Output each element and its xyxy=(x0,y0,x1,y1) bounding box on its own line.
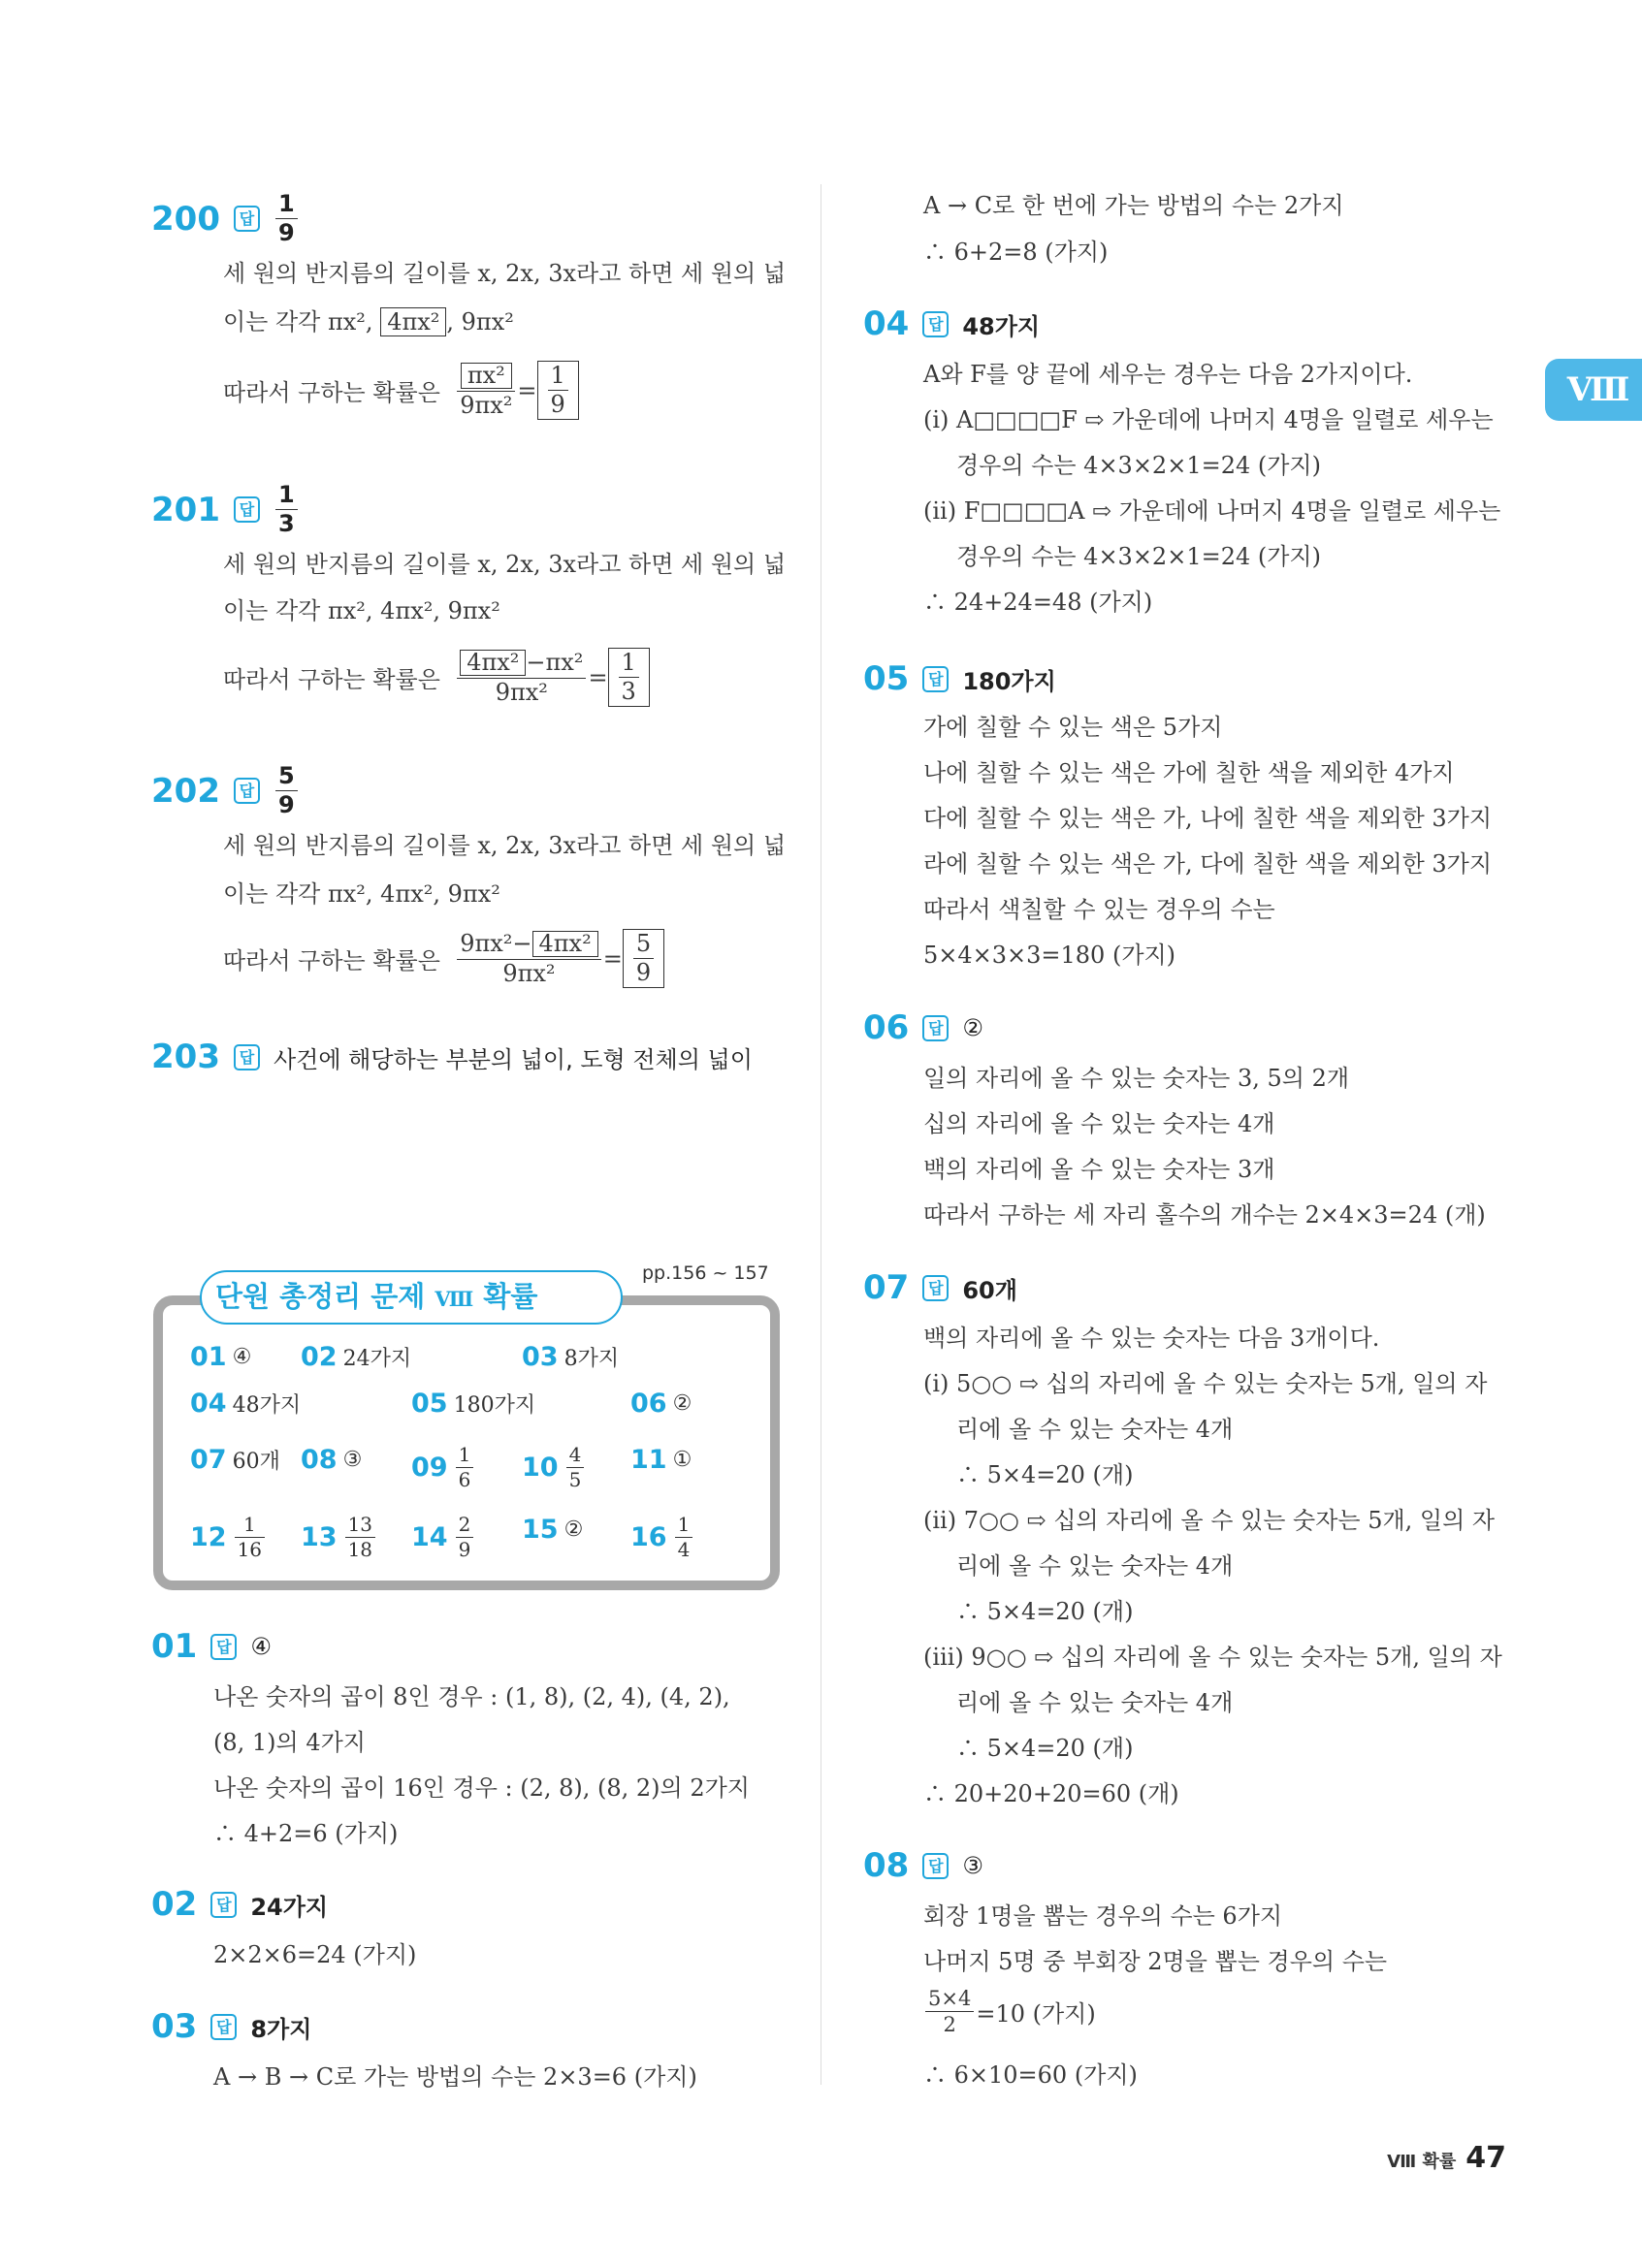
explanation-line: 다에 칠할 수 있는 색은 가, 나에 칠한 색을 제외한 3가지 xyxy=(923,805,1493,832)
answer-box: $\frac{1}{9}$ xyxy=(537,361,579,420)
answer-mark: 답 xyxy=(210,1634,237,1660)
answer-fraction: $\frac{5}{9}$ xyxy=(275,764,298,817)
explanation-line: ∴ 24+24=48 (가지) xyxy=(923,589,1153,616)
question-number: 06 xyxy=(863,1008,910,1047)
explanation-line: 따라서 색칠할 수 있는 경우의 수는 xyxy=(923,896,1275,923)
explanation-line: 나온 숫자의 곱이 16인 경우 : (2, 8), (8, 2)의 2가지 xyxy=(213,1774,750,1802)
question-number: 04 xyxy=(863,304,910,343)
explanation-line: (8, 1)의 4가지 xyxy=(213,1729,366,1756)
explanation-line: ∴ 6×10=60 (가지) xyxy=(923,2061,1138,2089)
answer-text: ② xyxy=(962,1014,983,1041)
summary-answer-06: 06 ② xyxy=(630,1389,692,1419)
question-04-header xyxy=(863,304,1040,343)
explanation-line: 회장 1명을 뽑는 경우의 수는 6가지 xyxy=(923,1902,1283,1930)
answer-mark: 답 xyxy=(234,778,260,804)
problem-200-header xyxy=(151,192,300,245)
question-05-header xyxy=(863,659,1056,698)
explanation-line: (ⅱ) 7○○ ⇨ 십의 자리에 올 수 있는 숫자는 5개, 일의 자 xyxy=(923,1507,1496,1534)
page-number: 47 xyxy=(1465,2141,1506,2175)
summary-answer-10: 10 $\frac{4}{5}$ xyxy=(522,1445,586,1490)
explanation-line: 라에 칠할 수 있는 색은 가, 다에 칠한 색을 제외한 3가지 xyxy=(923,850,1493,878)
explanation-line: (ⅰ) A□□□□F ⇨ 가운데에 나머지 4명을 일렬로 세우는 xyxy=(923,406,1494,433)
explanation-line: 백의 자리에 올 수 있는 숫자는 다음 3개이다. xyxy=(923,1325,1380,1352)
explanation-line: 나머지 5명 중 부회장 2명을 뽑는 경우의 수는 xyxy=(923,1948,1388,1975)
page-reference: pp.156 ~ 157 xyxy=(642,1262,769,1284)
explanation-line: (ⅰ) 5○○ ⇨ 십의 자리에 올 수 있는 숫자는 5개, 일의 자 xyxy=(923,1370,1488,1397)
answer-mark: 답 xyxy=(922,666,949,692)
problem-number: 200 xyxy=(151,199,220,239)
answer-box: $\frac{1}{3}$ xyxy=(608,648,650,707)
answer-mark: 답 xyxy=(922,1015,949,1041)
answer-mark: 답 xyxy=(234,206,260,232)
explanation-line: A와 F를 양 끝에 세우는 경우는 다음 2가지이다. xyxy=(923,361,1413,388)
summary-answer-02: 02 24가지 xyxy=(301,1342,412,1372)
answer-mark: 답 xyxy=(922,311,949,337)
explanation-line: 리에 올 수 있는 숫자는 4개 xyxy=(956,1416,1234,1443)
summary-answer-09: 09 $\frac{1}{6}$ xyxy=(411,1445,475,1490)
answer-mark: 답 xyxy=(234,496,260,523)
fraction: $\frac{\text{9πx²− 4πx²}}{\text{9πx²}}$ xyxy=(457,931,601,986)
explanation-line: A → C로 한 번에 가는 방법의 수는 2가지 xyxy=(923,192,1344,219)
explanation-line: 이는 각각 πx², 4πx² , 9πx² xyxy=(223,308,514,335)
explanation-line: 세 원의 반지름의 길이를 x, 2x, 3x라고 하면 세 원의 넓 xyxy=(223,551,787,578)
explanation-line: 십의 자리에 올 수 있는 숫자는 4개 xyxy=(923,1110,1275,1137)
question-03-header xyxy=(151,2007,311,2046)
summary-answer-04: 04 48가지 xyxy=(190,1389,302,1419)
explanation-line: 세 원의 반지름의 길이를 x, 2x, 3x라고 하면 세 원의 넓 xyxy=(223,260,787,287)
summary-answer-07: 07 60개 xyxy=(190,1445,280,1475)
explanation-line: ∴ 6+2=8 (가지) xyxy=(923,239,1109,266)
explanation-line: 5×4×3×3=180 (가지) xyxy=(923,942,1176,969)
summary-answer-12: 12 $\frac{1}{16}$ xyxy=(190,1515,267,1560)
probability-line: 따라서 구하는 확률은 $\frac{\text{9πx²− 4πx²}}{\text{9πx²}}$ = $\frac{5}{9}$ xyxy=(223,929,664,988)
question-01-header xyxy=(151,1627,272,1666)
question-number: 01 xyxy=(151,1627,198,1666)
problem-number: 201 xyxy=(151,490,220,529)
explanation-line: 2×2×6=24 (가지) xyxy=(213,1941,417,1968)
page-footer xyxy=(1387,2141,1506,2175)
explanation-line: 이는 각각 πx², 4πx², 9πx² xyxy=(223,597,500,624)
answer-box: $\frac{5}{9}$ xyxy=(623,929,664,988)
explanation-line: (ⅲ) 9○○ ⇨ 십의 자리에 올 수 있는 숫자는 5개, 일의 자 xyxy=(923,1644,1502,1671)
question-08-header xyxy=(863,1846,983,1885)
explanation-line: ∴ 5×4=20 (개) xyxy=(956,1461,1134,1488)
explanation-line: 경우의 수는 4×3×2×1=24 (가지) xyxy=(956,543,1321,570)
summary-answer-01: 01 ④ xyxy=(190,1342,252,1372)
answer-mark: 답 xyxy=(922,1853,949,1879)
problem-203-header xyxy=(151,1038,753,1076)
explanation-line: 나온 숫자의 곱이 8인 경우 : (1, 8), (2, 4), (4, 2), xyxy=(213,1683,730,1710)
answer-mark: 답 xyxy=(922,1275,949,1301)
explanation-line: ∴ 20+20+20=60 (개) xyxy=(923,1780,1179,1807)
question-02-header xyxy=(151,1885,328,1924)
chapter-side-tab: Ⅷ xyxy=(1545,359,1642,421)
answer-fraction: $\frac{1}{9}$ xyxy=(275,192,298,245)
explanation-line: ∴ 5×4=20 (개) xyxy=(956,1598,1134,1625)
unit-summary-title: 단원 총정리 문제 Ⅷ 확률 xyxy=(200,1270,623,1325)
question-number: 03 xyxy=(151,2007,198,2046)
question-07-header xyxy=(863,1268,1017,1307)
answer-mark: 답 xyxy=(234,1044,260,1070)
problem-201-header xyxy=(151,483,300,536)
probability-line: 따라서 구하는 확률은 $\frac{\text{4πx² −πx²}}{\text{9πx²}}$ = $\frac{1}{3}$ xyxy=(223,648,650,707)
answer-text: 사건에 해당하는 부분의 넓이, 도형 전체의 넓이 xyxy=(273,1045,753,1073)
answer-text: 60개 xyxy=(962,1276,1017,1304)
fraction: $\frac{\text{4πx² −πx²}}{\text{9πx²}}$ xyxy=(457,650,586,705)
question-number: 08 xyxy=(863,1846,910,1885)
question-number: 02 xyxy=(151,1885,198,1924)
blank-box: 4πx² xyxy=(380,307,446,336)
explanation-line: 세 원의 반지름의 길이를 x, 2x, 3x라고 하면 세 원의 넓 xyxy=(223,832,787,859)
fraction: $\frac{\text{πx²}}{\text{9πx²}}$ xyxy=(457,363,515,418)
explanation-line: 일의 자리에 올 수 있는 숫자는 3, 5의 2개 xyxy=(923,1065,1350,1092)
explanation-line: $\frac{5\times 4}{2}$ =10 (가지) xyxy=(923,1988,1096,2035)
summary-answer-15: 15 ② xyxy=(522,1515,584,1545)
summary-answer-16: 16 $\frac{1}{4}$ xyxy=(630,1515,694,1560)
explanation-line: 따라서 구하는 세 자리 홀수의 개수는 2×4×3=24 (개) xyxy=(923,1201,1486,1229)
explanation-line: 백의 자리에 올 수 있는 숫자는 3개 xyxy=(923,1156,1275,1183)
explanation-line: ∴ 4+2=6 (가지) xyxy=(213,1820,399,1847)
summary-answer-08: 08 ③ xyxy=(301,1445,363,1475)
problem-number: 202 xyxy=(151,771,220,811)
summary-answer-14: 14 $\frac{2}{9}$ xyxy=(411,1515,475,1560)
explanation-line: 나에 칠할 수 있는 색은 가에 칠한 색을 제외한 4가지 xyxy=(923,759,1455,786)
explanation-line: 이는 각각 πx², 4πx², 9πx² xyxy=(223,880,500,908)
answer-text: 24가지 xyxy=(250,1893,329,1921)
explanation-line: ∴ 5×4=20 (개) xyxy=(956,1735,1134,1762)
question-number: 07 xyxy=(863,1268,910,1307)
answer-text: ④ xyxy=(250,1633,272,1660)
explanation-line: (ⅱ) F□□□□A ⇨ 가운데에 나머지 4명을 일렬로 세우는 xyxy=(923,497,1501,525)
question-number: 05 xyxy=(863,659,910,698)
answer-fraction: $\frac{1}{3}$ xyxy=(275,483,298,536)
explanation-line: 리에 올 수 있는 숫자는 4개 xyxy=(956,1552,1234,1580)
answer-text: 180가지 xyxy=(962,667,1056,695)
summary-answer-05: 05 180가지 xyxy=(411,1389,536,1419)
explanation-line: A → B → C로 가는 방법의 수는 2×3=6 (가지) xyxy=(213,2063,697,2091)
explanation-line: 가에 칠할 수 있는 색은 5가지 xyxy=(923,714,1223,741)
answer-text: ③ xyxy=(962,1852,983,1879)
answer-mark: 답 xyxy=(210,2014,237,2040)
summary-answer-11: 11 ① xyxy=(630,1445,692,1475)
problem-number: 203 xyxy=(151,1038,220,1076)
problem-202-header xyxy=(151,764,300,817)
answer-mark: 답 xyxy=(210,1892,237,1918)
fraction: $\frac{5\times 4}{2}$ xyxy=(925,1988,974,2035)
answer-text: 8가지 xyxy=(250,2015,312,2043)
explanation-line: 리에 올 수 있는 숫자는 4개 xyxy=(956,1689,1234,1716)
explanation-line: 경우의 수는 4×3×2×1=24 (가지) xyxy=(956,452,1321,479)
probability-line: 따라서 구하는 확률은 $\frac{\text{πx²}}{\text{9πx²}}$ = $\frac{1}{9}$ xyxy=(223,361,579,420)
chapter-label: Ⅷ 확률 xyxy=(1387,2152,1457,2172)
summary-answer-03: 03 8가지 xyxy=(522,1342,620,1372)
answer-text: 48가지 xyxy=(962,312,1041,340)
summary-answer-13: 13 $\frac{13}{18}$ xyxy=(301,1515,377,1560)
question-06-header xyxy=(863,1008,983,1047)
